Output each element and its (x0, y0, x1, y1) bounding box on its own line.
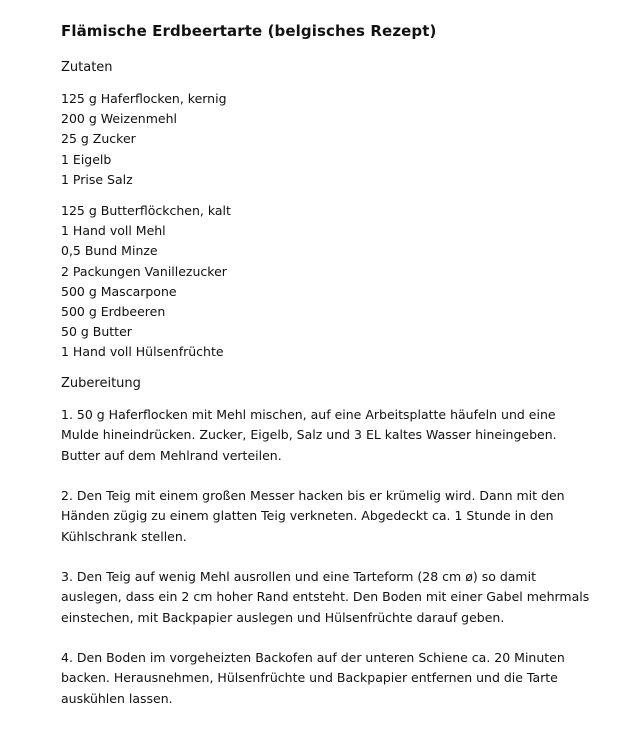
ingredient-item: 1 Prise Salz (61, 171, 133, 187)
ingredient-item: 2 Packungen Vanillezucker (61, 263, 227, 279)
preparation-step-2: 2. Den Teig mit einem großen Messer hacken bis er krümelig wird. Dann mit den Händen zügig zu einem glatten Teig verkneten. Abgedeckt ca. 1 Stunde in den Kühlschrank stellen. (61, 488, 565, 544)
ingredient-item: 25 g Zucker (61, 131, 136, 147)
preparation-heading: Zubereitung (61, 376, 141, 391)
ingredients-list-filling (61, 201, 231, 363)
preparation-step-3: 3. Den Teig auf wenig Mehl ausrollen und eine Tarteform (28 cm ø) so damit auslegen, dass ein 2 cm hoher Rand entsteht. Den Boden mit einer Gabel mehrmals einstechen, mit Backpapier auslegen und Hülsenfrüchte darauf geben. (61, 569, 590, 625)
ingredient-item: 125 g Butterflöckchen, kalt (61, 203, 231, 218)
ingredient-item: 500 g Erdbeeren (61, 303, 166, 319)
preparation-step-1: 1. 50 g Haferflocken mit Mehl mischen, auf eine Arbeitsplatte häufeln und eine Mulde hineindrücken. Zucker, Eigelb, Salz und 3 EL kaltes Wasser hineingeben. Butter auf dem Mehlrand verteilen. (61, 407, 557, 463)
preparation-step-4: 4. Den Boden im vorgeheizten Backofen auf der unteren Schiene ca. 20 Minuten backen. Herausnehmen, Hülsenfrüchte und Backpapier entfernen und die Tarte auskühlen lassen. (61, 650, 565, 706)
ingredient-item: 125 g Haferflocken, kernig (61, 91, 227, 106)
ingredient-item: 50 g Butter (61, 324, 132, 340)
ingredient-item: 0,5 Bund Minze (61, 243, 158, 259)
ingredient-item: 1 Hand voll Hülsenfrüchte (61, 344, 224, 360)
ingredients-heading: Zutaten (61, 60, 113, 75)
recipe-title: Flämische Erdbeertarte (belgisches Rezept) (61, 22, 437, 40)
ingredient-item: 500 g Mascarpone (61, 283, 177, 299)
ingredient-item: 1 Hand voll Mehl (61, 223, 166, 239)
ingredients-list-base (61, 89, 227, 190)
ingredient-item: 200 g Weizenmehl (61, 111, 177, 127)
ingredient-item: 1 Eigelb (61, 151, 112, 167)
